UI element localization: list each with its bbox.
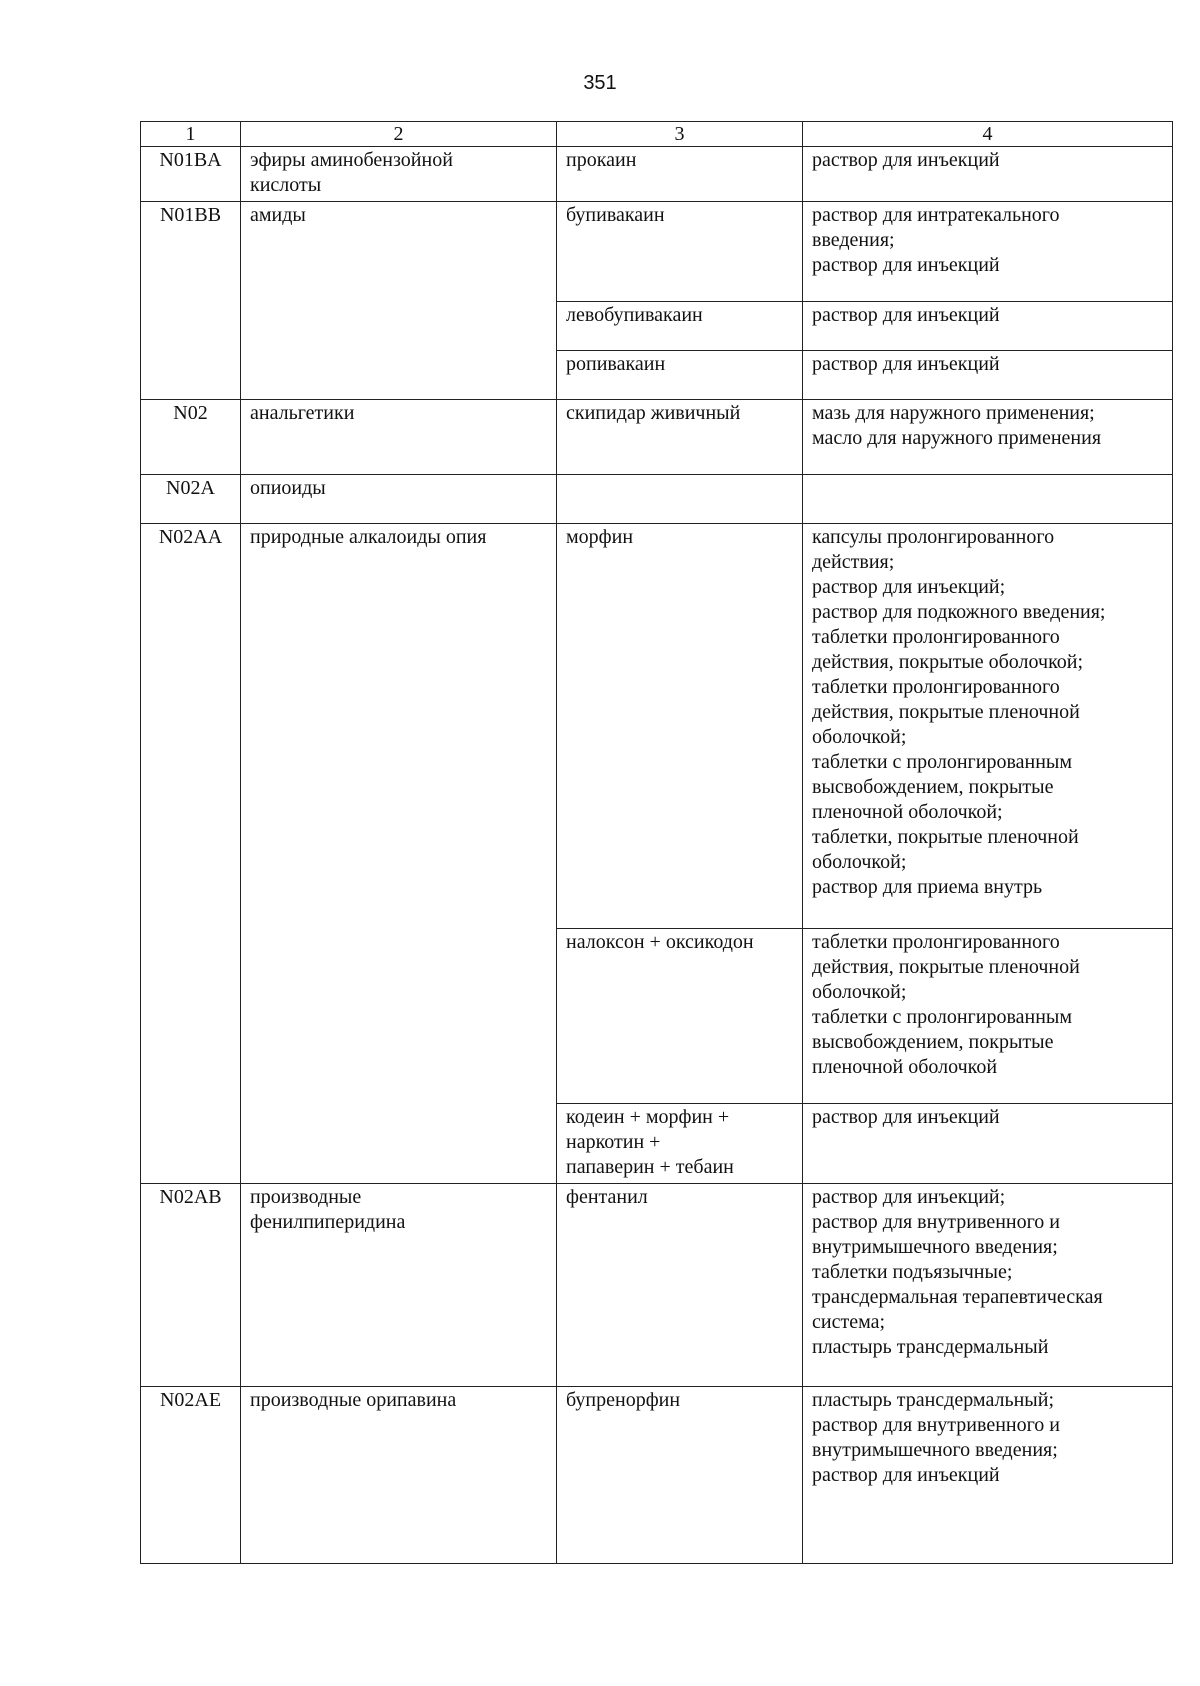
atc-group: анальгетики [241,400,557,475]
dosage-forms: раствор для инъекций [803,302,1173,351]
atc-group [241,351,557,400]
table-row [141,302,1173,351]
atc-group: производные фенилпиперидина [241,1184,557,1387]
dosage-forms: пластырь трансдермальный; раствор для внутривенного и внутримышечного введения; раствор для инъекций [803,1387,1173,1564]
drug-name: бупренорфин [557,1387,803,1564]
table-row [141,400,1173,475]
dosage-forms: раствор для инъекций [803,1104,1173,1184]
atc-code [141,1104,241,1184]
atc-group: амиды [241,202,557,302]
table-row [141,351,1173,400]
table-row [141,475,1173,524]
atc-code: N02 [141,400,241,475]
atc-code [141,929,241,1104]
drug-name: морфин [557,524,803,929]
table-row [141,1387,1173,1564]
atc-code [141,351,241,400]
table-header-row [141,122,1173,147]
drug-name: фентанил [557,1184,803,1387]
atc-code: N02A [141,475,241,524]
drug-name: ропивакаин [557,351,803,400]
dosage-forms: раствор для инъекций; раствор для внутривенного и внутримышечного введения; таблетки подъязычные; трансдермальная терапевтическая система; пластырь трансдермальный [803,1184,1173,1387]
drug-name: бупивакаин [557,202,803,302]
atc-code: N01BA [141,147,241,202]
atc-code: N02AE [141,1387,241,1564]
dosage-forms [803,475,1173,524]
page-number: 351 [583,72,617,94]
atc-code: N01BB [141,202,241,302]
atc-group: опиоиды [241,475,557,524]
table-row [141,929,1173,1104]
dosage-forms: раствор для инъекций [803,147,1173,202]
table-row [141,202,1173,302]
table-row [141,1184,1173,1387]
table-row [141,524,1173,929]
header-col-1: 1 [141,122,241,147]
atc-code: N02AB [141,1184,241,1387]
atc-group: природные алкалоиды опия [241,524,557,929]
drug-table [140,121,1173,1564]
atc-code: N02AA [141,524,241,929]
drug-name: кодеин + морфин + наркотин + папаверин + тебаин [557,1104,803,1184]
dosage-forms: мазь для наружного применения; масло для наружного применения [803,400,1173,475]
atc-group [241,929,557,1104]
atc-group: производные орипавина [241,1387,557,1564]
header-col-4: 4 [803,122,1173,147]
dosage-forms: капсулы пролонгированного действия; раствор для инъекций; раствор для подкожного введения; таблетки пролонгированного действия, покрытые оболочкой; таблетки пролонгированного действия, покрытые пленочной оболочкой; таблетки с пролонгированным высвобождением, покрытые пленочной оболочкой; таблетки, покрытые пленочной оболочкой; раствор для приема внутрь [803,524,1173,929]
drug-name: левобупивакаин [557,302,803,351]
dosage-forms: раствор для инъекций [803,351,1173,400]
drug-name [557,475,803,524]
atc-code [141,302,241,351]
header-col-3: 3 [557,122,803,147]
atc-group [241,302,557,351]
table-row [141,1104,1173,1184]
drug-name: налоксон + оксикодон [557,929,803,1104]
table-row [141,147,1173,202]
header-col-2: 2 [241,122,557,147]
dosage-forms: таблетки пролонгированного действия, покрытые пленочной оболочкой; таблетки с пролонгированным высвобождением, покрытые пленочной оболочкой [803,929,1173,1104]
drug-name: прокаин [557,147,803,202]
dosage-forms: раствор для интратекального введения; раствор для инъекций [803,202,1173,302]
atc-group: эфиры аминобензойной кислоты [241,147,557,202]
drug-name: скипидар живичный [557,400,803,475]
atc-group [241,1104,557,1184]
